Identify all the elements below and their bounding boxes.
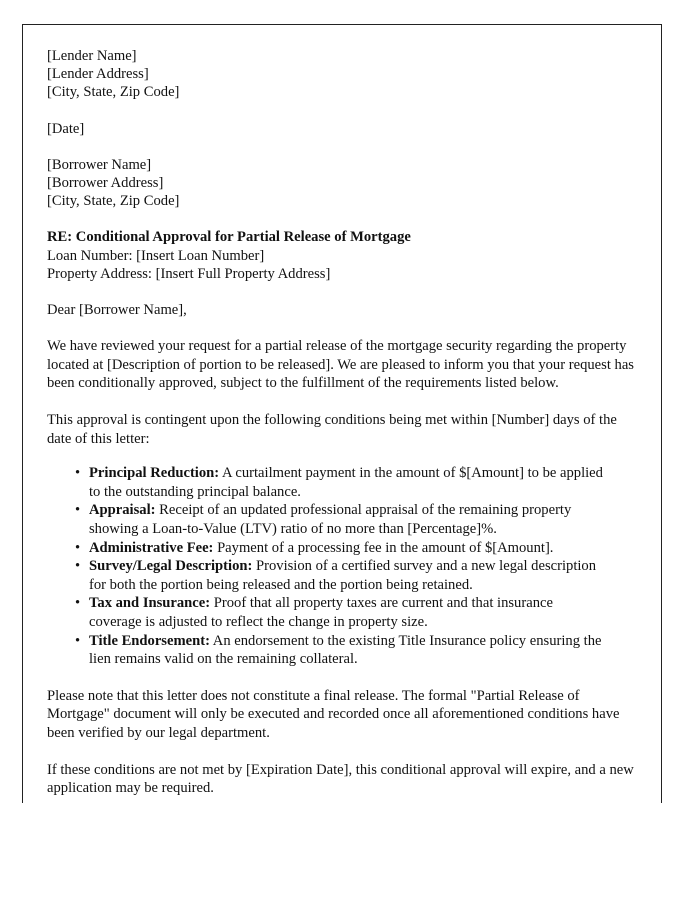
sender-name: [Lender Name] [47,48,137,64]
date-block [47,120,639,138]
sender-city-state-zip: [City, State, Zip Code] [47,84,180,101]
body-paragraph-4: If these conditions are not met by [Expiration Date], this conditional approval will expire, and a new application may be required. [47,761,634,797]
salutation-block [47,301,639,319]
subject-line: RE: Conditional Approval for Partial Release of Mortgage [47,229,411,246]
property-address-line: Property Address: [Insert Full Property Address] [47,265,331,282]
condition-text: An endorsement to the existing Title Insurance policy ensuring the lien remains valid on the remaining collateral. [89,632,602,668]
condition-text: A curtailment payment in the amount of $[Amount] to be applied to the outstanding principal balance. [89,465,603,500]
letter-page [22,24,662,803]
condition-label: Appraisal: [89,502,156,519]
condition-label: Survey/Legal Description: [89,558,253,575]
condition-text: Receipt of an updated professional appraisal of the remaining property showing a Loan-to-Value (LTV) ratio of no more than [Percentage]%. [89,502,572,537]
spacer-after-date [47,138,639,156]
body-paragraph-2: This approval is contingent upon the following conditions being met within [Number] days of the date of this letter: [47,412,617,447]
spacer-after-paragraph-3 [47,743,639,761]
spacer-after-subject [47,283,639,301]
list-item [89,539,603,558]
subject-block [47,228,639,283]
condition-text: Payment of a processing fee in the amount of $[Amount]. [213,539,554,556]
spacer-after-sender [47,102,639,120]
spacer-after-recipient [47,210,639,228]
spacer-after-salutation [47,319,639,337]
condition-label: Administrative Fee: [89,539,214,556]
spacer-after-conditions [47,669,639,687]
list-item [89,464,603,501]
condition-label: Title Endorsement: [89,632,210,649]
condition-text: Proof that all property taxes are current and that insurance coverage is adjusted to reflect the change in property size. [89,595,553,630]
list-item [89,557,603,594]
salutation: Dear [Borrower Name], [47,302,187,319]
recipient-street: [Borrower Address] [47,175,164,192]
recipient-city-state-zip: [City, State, Zip Code] [47,193,180,210]
date-line: [Date] [47,120,85,137]
body-paragraph-3: Please note that this letter does not constitute a final release. The formal "Partial Release of Mortgage" document will only be executed and recorded once all aforementioned conditions have been verified by our legal department. [47,687,620,741]
sender-address-block [47,47,639,102]
spacer-after-paragraph-1 [47,393,639,411]
loan-number-line: Loan Number: [Insert Loan Number] [47,247,265,264]
recipient-name: [Borrower Name] [47,156,152,173]
conditions-list [47,464,603,669]
sender-street: [Lender Address] [47,66,149,83]
list-item [89,501,603,538]
letter-content [47,47,639,798]
condition-text: Provision of a certified survey and a new legal description for both the portion being released and the portion being retained. [89,558,597,593]
recipient-address-block [47,156,639,211]
condition-label: Tax and Insurance: [89,595,211,612]
condition-label: Principal Reduction: [89,465,220,482]
body-paragraph-1: We have reviewed your request for a partial release of the mortgage security regarding the property located at [Description of portion to be released]. We are pleased to inform you that your request has been conditionally approved, subject to the fulfillment of the requirements listed below. [47,338,634,392]
list-item [89,632,603,669]
list-item [89,594,603,631]
spacer-before-conditions [47,448,639,464]
